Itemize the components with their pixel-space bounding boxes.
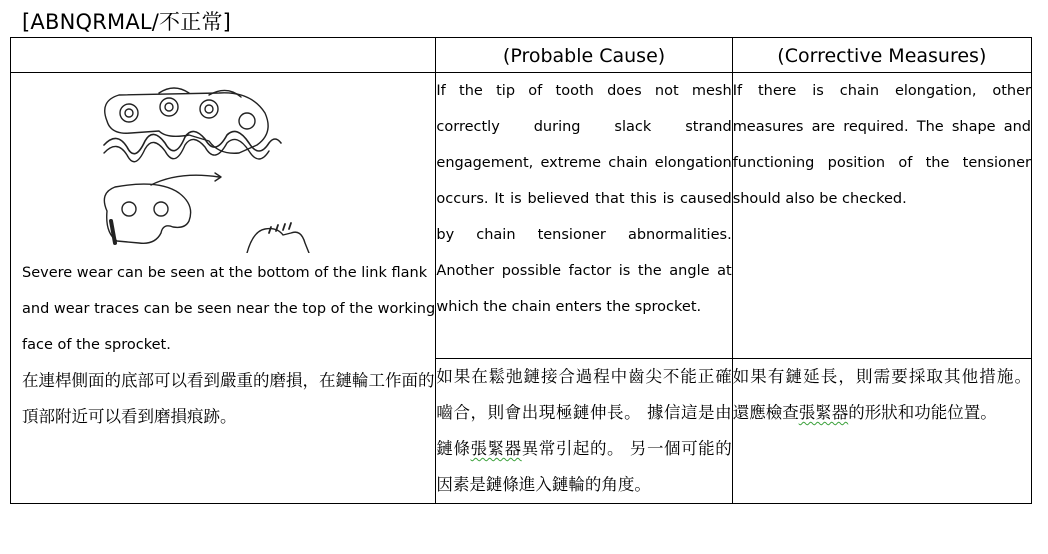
header-observation	[11, 38, 436, 73]
page-title: [ABNQRMAL/不正常]	[22, 10, 232, 34]
corrective-measures-text-en: If there is chain elongation, other measures are required. The shape and functioning position of the tensioner should also be checked.	[732, 73, 1031, 359]
corrective-measures-text-zh: 如果有鏈延長，則需要採取其他措施。 還應檢查張緊器的形狀和功能位置。	[732, 359, 1031, 504]
probable-cause-text-en: If the tip of tooth does not mesh correctly during slack strand engagement, extreme chain elongation occurs. It is believed that this is caused by chain tensioner abnormalities. Another possible factor is the angle at which the chain enters the sprocket.	[436, 73, 732, 359]
observation-text-en: Severe wear can be seen at the bottom of the link flank and wear traces can be seen near the top of the working face of the sprocket.	[22, 265, 436, 353]
header-probable-cause: (Probable Cause)	[436, 38, 732, 73]
abnormality-table	[10, 37, 1032, 504]
observation-text-zh: 在連桿側面的底部可以看到嚴重的磨損，在鏈輪工作面的頂部附近可以看到磨損痕跡。	[22, 371, 435, 426]
chain-sprocket-illustration	[69, 83, 319, 253]
probable-cause-text-zh: 如果在鬆弛鏈接合過程中齒尖不能正確嚙合，則會出現極鏈伸長。 據信這是由鏈條張緊器異常引起的。 另一個可能的因素是鏈條進入鏈輪的角度。	[436, 359, 732, 504]
header-corrective-measures: (Corrective Measures)	[732, 38, 1031, 73]
observation-cell	[11, 73, 436, 504]
table-header-row	[11, 38, 1032, 73]
table-row-en	[11, 73, 1032, 359]
